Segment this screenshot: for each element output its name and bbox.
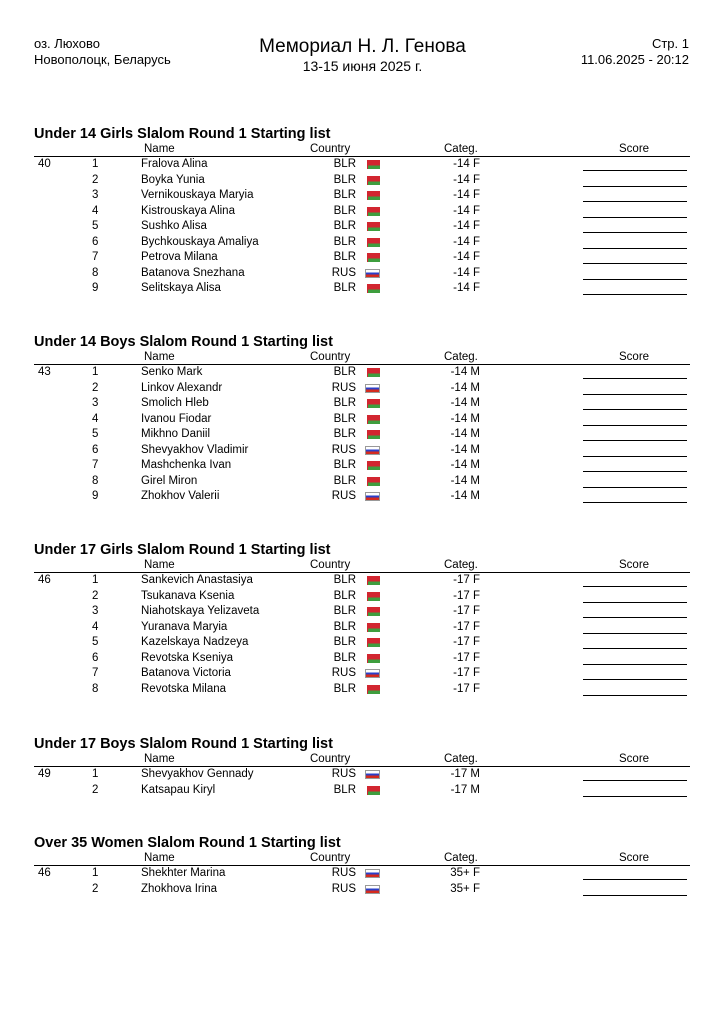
russia-flag-icon [365,669,380,678]
table-row [34,489,690,505]
country-code: BLR [333,605,356,617]
athlete-name: Batanova Victoria [141,667,231,679]
event-dates: 13-15 июня 2025 г. [302,58,423,74]
column-categ-header: Categ. [444,143,478,155]
athlete-name: Yuranava Maryia [141,620,228,633]
category: -14 M [450,366,480,378]
table-row [34,235,690,251]
table-row [34,635,690,651]
country-code: BLR [333,783,356,796]
page-info-block [581,36,689,68]
category: -14 M [450,474,480,487]
country-code: BLR [333,574,356,586]
column-score-header: Score [619,351,650,363]
belarus-flag-icon [365,461,380,470]
country-code: BLR [333,366,356,378]
belarus-flag-icon [365,430,380,439]
section-title: Under 17 Boys Slalom Round 1 Starting list [34,736,333,752]
start-order: 6 [92,651,99,664]
athlete-name: Boyka Yunia [141,173,205,186]
score-line [583,279,687,280]
athlete-name: Bychkouskaya Amaliya [141,235,259,248]
score-line [583,679,687,680]
russia-flag-icon [365,770,380,779]
belarus-flag-icon [365,623,380,632]
heat-number: 43 [38,366,51,378]
belarus-flag-icon [365,576,380,585]
start-order: 6 [92,235,99,248]
table-row [34,666,690,682]
start-order: 1 [92,768,99,780]
belarus-flag-icon [365,253,380,262]
column-name-header: Name [144,143,175,155]
start-order: 7 [92,459,99,471]
belarus-flag-icon [365,399,380,408]
column-categ-header: Categ. [444,351,478,363]
score-line [583,648,687,649]
heat-number: 49 [38,768,51,780]
category: -14 F [453,251,480,263]
athlete-name: Niahotskaya Yelizaveta [141,605,260,617]
category: -17 M [450,768,480,780]
belarus-flag-icon [365,284,380,293]
start-list-section [34,834,690,897]
category: -14 F [453,204,480,217]
start-order: 7 [92,667,99,679]
table-row [34,589,690,605]
athlete-name: Tsukanava Ksenia [141,589,235,602]
table-row [34,604,690,620]
start-order: 5 [92,220,99,232]
country-code: BLR [333,412,356,425]
athlete-name: Petrova Milana [141,251,218,263]
country-code: BLR [333,158,356,170]
column-name-header: Name [144,559,175,571]
column-name-header: Name [144,852,175,864]
country-code: BLR [333,428,356,440]
column-name-header: Name [144,753,175,765]
table-row [34,573,690,589]
athlete-name: Smolich Hleb [141,397,209,409]
athlete-name: Linkov Alexandr [141,381,223,394]
russia-flag-icon [365,869,380,878]
start-order: 5 [92,428,99,440]
column-categ-header: Categ. [444,753,478,765]
category: -17 F [453,636,480,648]
start-order: 8 [92,682,99,695]
category: -14 F [453,158,480,170]
start-order: 2 [92,381,99,394]
page-number: Стр. 1 [651,36,689,51]
column-score-header: Score [619,143,650,155]
athlete-name: Ivanou Fiodar [141,412,212,425]
start-order: 8 [92,266,99,279]
category: -14 M [450,443,480,456]
table-row [34,620,690,636]
start-order: 9 [92,490,99,502]
country-code: RUS [331,768,356,780]
score-line [583,471,687,472]
athlete-name: Girel Miron [141,474,198,487]
category: -17 M [450,783,480,796]
country-code: BLR [333,636,356,648]
athlete-name: Mikhno Daniil [141,428,211,440]
belarus-flag-icon [365,415,380,424]
category: -14 M [450,381,480,394]
category: -17 F [453,574,480,586]
table-row [34,365,690,381]
athlete-name: Shevyakhov Vladimir [141,443,249,456]
table-row [34,173,690,189]
belarus-flag-icon [365,368,380,377]
belarus-flag-icon [365,238,380,247]
belarus-flag-icon [365,207,380,216]
category: -17 F [453,651,480,664]
category: -14 M [450,459,480,471]
athlete-name: Revotska Milana [141,682,227,695]
start-list-section [34,541,690,697]
table-row [34,412,690,428]
russia-flag-icon [365,269,380,278]
table-row [34,281,690,297]
start-order: 5 [92,636,99,648]
score-line [583,602,687,603]
athlete-name: Zhokhov Valerii [141,490,220,502]
athlete-name: Sankevich Anastasiya [141,574,253,586]
score-line [583,796,687,797]
column-categ-header: Categ. [444,852,478,864]
score-line [583,294,687,295]
column-country-header: Country [310,143,351,155]
table-row [34,458,690,474]
belarus-flag-icon [365,638,380,647]
category: -14 M [450,397,480,409]
column-country-header: Country [310,753,351,765]
column-categ-header: Categ. [444,559,478,571]
category: -14 F [453,282,480,294]
athlete-name: Senko Mark [141,366,203,378]
category: -14 M [450,412,480,425]
russia-flag-icon [365,885,380,894]
score-line [583,456,687,457]
column-score-header: Score [619,852,650,864]
country-code: BLR [333,282,356,294]
table-row [34,381,690,397]
start-order: 1 [92,366,99,378]
belarus-flag-icon [365,222,380,231]
section-title: Under 14 Girls Slalom Round 1 Starting list [34,126,331,142]
score-line [583,232,687,233]
column-score-header: Score [619,559,650,571]
score-line [583,425,687,426]
belarus-flag-icon [365,786,380,795]
country-code: RUS [331,490,356,502]
country-code: RUS [331,266,356,279]
column-country-header: Country [310,559,351,571]
score-line [583,394,687,395]
country-code: BLR [333,459,356,471]
table-row [34,651,690,667]
category: 35+ F [450,882,480,895]
table-row [34,219,690,235]
start-order: 3 [92,605,99,617]
russia-flag-icon [365,446,380,455]
athlete-name: Katsapau Kiryl [141,783,216,796]
start-order: 1 [92,574,99,586]
table-row [34,266,690,282]
country-code: BLR [333,589,356,602]
table-row [34,188,690,204]
athlete-name: Revotska Kseniya [141,651,234,664]
country-code: RUS [331,882,356,895]
score-line [583,378,687,379]
score-line [583,879,687,880]
start-order: 4 [92,620,99,633]
table-row [34,682,690,698]
athlete-name: Selitskaya Alisa [141,282,221,294]
score-line [583,170,687,171]
category: -14 F [453,220,480,232]
column-header-row [34,559,690,573]
start-order: 4 [92,412,99,425]
start-order: 1 [92,867,99,879]
score-line [583,586,687,587]
score-line [583,664,687,665]
table-row [34,882,690,898]
country-code: RUS [331,667,356,679]
start-order: 2 [92,783,99,796]
country-code: BLR [333,189,356,201]
start-order: 9 [92,282,99,294]
score-line [583,695,687,696]
heat-number: 46 [38,867,51,879]
country-code: BLR [333,204,356,217]
event-title: Мемориал Н. Л. Генова [259,36,466,57]
heat-number: 46 [38,574,51,586]
table-row [34,396,690,412]
score-line [583,895,687,896]
start-list-section [34,125,690,297]
athlete-name: Batanova Snezhana [141,266,245,279]
athlete-name: Shevyakhov Gennady [141,768,254,780]
belarus-flag-icon [365,607,380,616]
belarus-flag-icon [365,160,380,169]
start-list-section [34,333,690,505]
athlete-name: Vernikouskaya Maryia [141,189,254,201]
score-line [583,248,687,249]
score-line [583,217,687,218]
column-header-row [34,852,690,866]
country-code: BLR [333,235,356,248]
score-line [583,487,687,488]
table-row [34,443,690,459]
start-order: 4 [92,204,99,217]
start-order: 2 [92,173,99,186]
score-line [583,201,687,202]
russia-flag-icon [365,384,380,393]
table-row [34,427,690,443]
country-code: BLR [333,397,356,409]
country-code: RUS [331,443,356,456]
athlete-name: Kistrouskaya Alina [141,204,235,217]
country-code: RUS [331,867,356,879]
country-code: BLR [333,474,356,487]
table-row [34,783,690,799]
category: -14 F [453,173,480,186]
start-order: 3 [92,189,99,201]
athlete-name: Mashchenka Ivan [141,459,232,471]
athlete-name: Sushko Alisa [141,220,207,232]
category: 35+ F [450,867,480,879]
start-order: 3 [92,397,99,409]
venue-lake: оз. Люхово [34,36,100,51]
athlete-name: Shekhter Marina [141,867,226,879]
section-title: Over 35 Women Slalom Round 1 Starting list [34,835,341,851]
country-code: BLR [333,251,356,263]
category: -17 F [453,589,480,602]
belarus-flag-icon [365,654,380,663]
athlete-name: Zhokhova Irina [141,882,218,895]
section-title: Under 14 Boys Slalom Round 1 Starting list [34,334,333,350]
score-line [583,186,687,187]
column-country-header: Country [310,852,351,864]
table-row [34,250,690,266]
table-row [34,866,690,882]
category: -14 M [450,428,480,440]
column-header-row [34,143,690,157]
start-list-section [34,735,690,798]
category: -14 F [453,235,480,248]
belarus-flag-icon [365,477,380,486]
country-code: BLR [333,220,356,232]
category: -17 F [453,667,480,679]
category: -17 F [453,605,480,617]
score-line [583,440,687,441]
table-row [34,157,690,173]
score-line [583,263,687,264]
belarus-flag-icon [365,176,380,185]
category: -17 F [453,620,480,633]
belarus-flag-icon [365,592,380,601]
table-row [34,767,690,783]
country-code: BLR [333,651,356,664]
column-header-row [34,753,690,767]
category: -17 F [453,682,480,695]
country-code: BLR [333,620,356,633]
country-code: RUS [331,381,356,394]
athlete-name: Kazelskaya Nadzeya [141,636,249,648]
start-order: 2 [92,589,99,602]
venue-city: Новополоцк, Беларусь [34,52,171,67]
category: -14 M [450,490,480,502]
column-name-header: Name [144,351,175,363]
athlete-name: Fralova Alina [141,158,208,170]
column-country-header: Country [310,351,351,363]
score-line [583,780,687,781]
start-order: 7 [92,251,99,263]
heat-number: 40 [38,158,51,170]
start-order: 1 [92,158,99,170]
column-header-row [34,351,690,365]
belarus-flag-icon [365,191,380,200]
table-row [34,474,690,490]
country-code: BLR [333,682,356,695]
section-title: Under 17 Girls Slalom Round 1 Starting list [34,542,331,558]
country-code: BLR [333,173,356,186]
score-line [583,633,687,634]
belarus-flag-icon [365,685,380,694]
score-line [583,409,687,410]
column-score-header: Score [619,753,650,765]
start-order: 6 [92,443,99,456]
category: -14 F [453,266,480,279]
score-line [583,617,687,618]
category: -14 F [453,189,480,201]
print-datetime: 11.06.2025 - 20:12 [580,52,689,67]
start-order: 2 [92,882,99,895]
russia-flag-icon [365,492,380,501]
score-line [583,502,687,503]
table-row [34,204,690,220]
start-order: 8 [92,474,99,487]
